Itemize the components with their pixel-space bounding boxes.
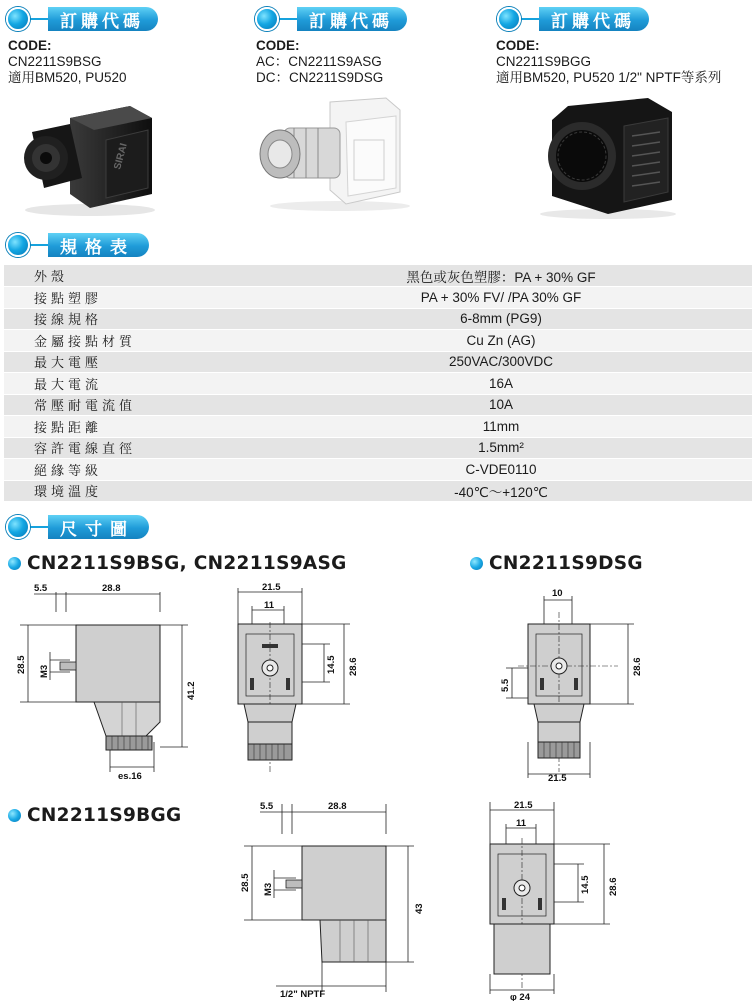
dimension-banner <box>6 514 149 540</box>
spec-value: 黑色或灰色塑膠：PA + 30% GF <box>290 265 752 287</box>
spec-value: 10A <box>290 394 752 416</box>
product-photo-nptf-connector <box>528 92 678 222</box>
dim-label: 41.2 <box>186 681 197 700</box>
spec-key: 常壓耐電流值 <box>4 394 290 416</box>
dim-label: M3 <box>39 664 50 678</box>
table-row <box>4 459 752 481</box>
banner-label: 訂購代碼 <box>297 7 407 31</box>
bullet-icon <box>497 7 521 31</box>
dim-label: 1/2" NPTF <box>280 989 326 1000</box>
table-row <box>4 480 752 502</box>
product-photo-transparent-connector <box>250 92 410 212</box>
model-title-bsg-asg <box>8 553 347 574</box>
code-label: CODE: <box>496 38 540 53</box>
model-title-bgg <box>8 805 182 826</box>
model-title-text: CN2211S9BSG, CN2211S9ASG <box>27 553 347 574</box>
spec-banner <box>6 232 149 258</box>
dim-label: 21.5 <box>514 800 533 811</box>
spec-value: C-VDE0110 <box>290 459 752 481</box>
dim-label: 11 <box>264 600 275 611</box>
drawing-front-bsg <box>222 582 362 782</box>
spec-value: PA + 30% FV/ /PA 30% GF <box>290 287 752 309</box>
spec-key: 金屬接點材質 <box>4 330 290 352</box>
order-code-banner-1 <box>6 6 158 32</box>
dim-label: 5.5 <box>260 801 274 812</box>
dim-label: 43 <box>414 903 425 914</box>
dim-label: 21.5 <box>262 582 281 593</box>
table-row <box>4 351 752 373</box>
product-photo-black-connector <box>10 98 160 218</box>
dim-label: 5.5 <box>34 583 48 594</box>
spec-key: 外殼 <box>4 265 290 287</box>
spec-key: 接點塑膠 <box>4 287 290 309</box>
order-code-banner-3 <box>497 6 649 32</box>
dim-label: 5.5 <box>500 678 511 692</box>
dim-label: 28.5 <box>240 873 251 892</box>
dim-label: es.16 <box>118 771 142 782</box>
table-row <box>4 330 752 352</box>
drawing-side-bsg <box>10 582 210 782</box>
order-code-banner-2 <box>255 6 407 32</box>
bullet-icon <box>6 7 30 31</box>
spec-key: 接線規格 <box>4 308 290 330</box>
table-row <box>4 287 752 309</box>
product-1-info <box>8 38 127 86</box>
spec-value: 11mm <box>290 416 752 438</box>
brand-mark: SIRAI <box>112 142 130 171</box>
table-row <box>4 394 752 416</box>
dim-label: 28.8 <box>102 583 121 594</box>
spec-key: 最大電流 <box>4 373 290 395</box>
drawing-front-dsg <box>498 582 648 782</box>
table-row <box>4 373 752 395</box>
spec-value: -40℃～+120℃ <box>290 480 752 502</box>
code-label: CODE: <box>256 38 300 53</box>
banner-label: 訂購代碼 <box>539 7 649 31</box>
dim-label: 28.6 <box>608 877 619 896</box>
product-compat: 適用BM520, PU520 <box>8 70 127 85</box>
bullet-icon <box>8 809 21 822</box>
model-title-dsg <box>470 553 643 574</box>
model-title-text: CN2211S9BGG <box>27 805 182 826</box>
product-code: CN2211S9BSG <box>8 54 102 69</box>
spec-key: 接點距離 <box>4 416 290 438</box>
spec-value: 1.5mm² <box>290 437 752 459</box>
code-label: CODE: <box>8 38 52 53</box>
drawing-side-bgg <box>236 798 436 998</box>
spec-key: 環境溫度 <box>4 480 290 502</box>
dim-label: 28.5 <box>16 655 27 674</box>
product-3-info <box>496 38 721 86</box>
dim-label: 14.5 <box>326 655 337 674</box>
spec-key: 絕緣等級 <box>4 459 290 481</box>
spec-key: 最大電壓 <box>4 351 290 373</box>
product-code: CN2211S9BGG <box>496 54 592 69</box>
dim-label: 10 <box>552 588 563 599</box>
dim-label: 14.5 <box>580 875 591 894</box>
dim-label: 28.6 <box>348 657 359 676</box>
table-row <box>4 265 752 287</box>
dim-label: 28.8 <box>328 801 347 812</box>
table-row <box>4 308 752 330</box>
bullet-icon <box>8 557 21 570</box>
spec-value: 16A <box>290 373 752 395</box>
dim-label: M3 <box>263 882 274 896</box>
product-compat: 適用BM520, PU520 1/2" NPTF等系列 <box>496 70 722 85</box>
product-code-dc: DC：CN2211S9DSG <box>256 70 384 85</box>
spec-value: 250VAC/300VDC <box>290 351 752 373</box>
banner-label: 訂購代碼 <box>48 7 158 31</box>
dim-label: φ 24 <box>510 992 531 1001</box>
dim-label: 28.6 <box>632 657 643 676</box>
spec-value: 6-8mm (PG9) <box>290 308 752 330</box>
model-title-text: CN2211S9DSG <box>489 553 643 574</box>
spec-value: Cu Zn (AG) <box>290 330 752 352</box>
product-code-ac: AC：CN2211S9ASG <box>256 54 382 69</box>
table-row <box>4 416 752 438</box>
bullet-icon <box>255 7 279 31</box>
bullet-icon <box>6 233 30 257</box>
table-row <box>4 437 752 459</box>
dim-label: 21.5 <box>548 773 567 784</box>
dim-label: 11 <box>516 818 527 829</box>
product-2-info <box>256 38 383 86</box>
spec-key: 容許電線直徑 <box>4 437 290 459</box>
banner-label: 尺寸圖 <box>48 515 149 539</box>
bullet-icon <box>470 557 483 570</box>
spec-table <box>4 265 752 502</box>
drawing-front-bgg <box>470 798 620 1001</box>
bullet-icon <box>6 515 30 539</box>
banner-label: 規格表 <box>48 233 149 257</box>
